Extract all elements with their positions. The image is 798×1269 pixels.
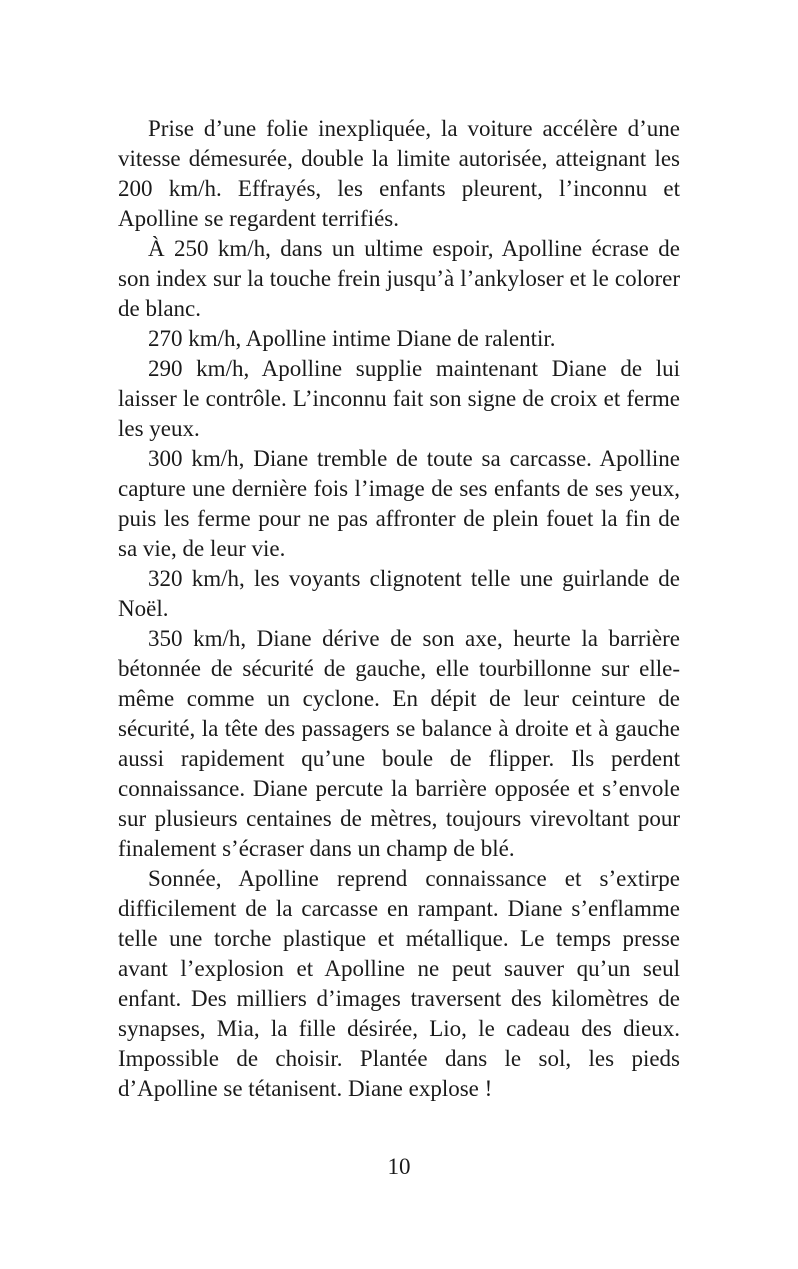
paragraph: 270 km/h, Apolline intime Diane de ralentir. — [148, 326, 556, 351]
paragraph: À 250 km/h, dans un ultime espoir, Apolline écrase de son index sur la touche frein jusqu’à l’ankyloser et le colorer de blanc. — [118, 236, 680, 321]
paragraph: Prise d’une folie inexpliquée, la voiture accélère d’une vitesse démesurée, double la limite autorisée, atteignant les 200 km/h. Effrayés, les enfants pleurent, l’inconnu et Apolline se regardent terrifiés. — [118, 116, 680, 231]
page-number: 10 — [387, 1154, 411, 1179]
paragraph: 350 km/h, Diane dérive de son axe, heurte la barrière bétonnée de sécurité de gauche, elle tourbillonne sur elle-même comme un cyclone. En dépit de leur ceinture de sécurité, la tête des passagers se balance à droite et à gauche aussi rapidement qu’une boule de flipper. Ils perdent connaissance. Diane percute la barrière opposée et s’envole sur plusieurs centaines de mètres, toujours virevoltant pour finalement s’écraser dans un champ de blé. — [118, 626, 680, 861]
body-text — [118, 114, 680, 1104]
paragraph: 320 km/h, les voyants clignotent telle une guirlande de Noël. — [118, 566, 680, 621]
paragraph: 290 km/h, Apolline supplie maintenant Diane de lui laisser le contrôle. L’inconnu fait son signe de croix et ferme les yeux. — [118, 356, 680, 441]
paragraph: 300 km/h, Diane tremble de toute sa carcasse. Apolline capture une dernière fois l’image de ses enfants de ses yeux, puis les ferme pour ne pas affronter de plein fouet la fin de sa vie, de leur vie. — [118, 446, 680, 561]
paragraph: Sonnée, Apolline reprend connaissance et s’extirpe difficilement de la carcasse en rampant. Diane s’enflamme telle une torche plastique et métallique. Le temps presse avant l’explosion et Apolline ne peut sauver qu’un seul enfant. Des milliers d’images traversent des kilomètres de synapses, Mia, la fille désirée, Lio, le cadeau des dieux. Impossible de choisir. Plantée dans le sol, les pieds d’Apolline se tétanisent. Diane explose ! — [118, 866, 680, 1101]
